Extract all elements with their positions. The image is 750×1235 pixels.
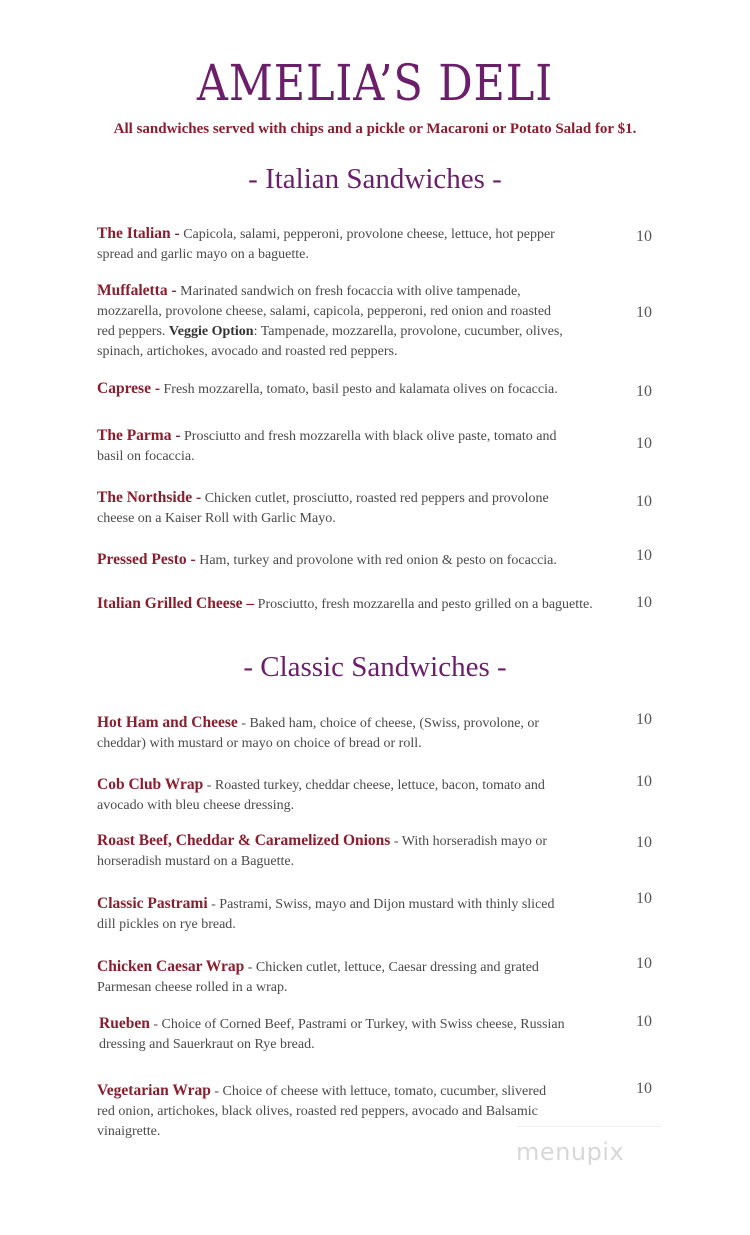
menu-item-pressed-pesto <box>97 550 567 571</box>
item-price: 10 <box>636 955 652 972</box>
item-description: Marinated sandwich on fresh focaccia with olive tampenade, mozzarella, provolone cheese, salami, capicola, pepperoni, red onion and roasted red peppers. <box>97 284 552 339</box>
menu-item-the-parma <box>97 426 567 467</box>
item-price: 10 <box>636 1080 652 1097</box>
menupix-watermark: menupix <box>516 1138 625 1166</box>
item-description: - With horseradish mayo or horseradish mustard on a Baguette. <box>97 834 547 869</box>
item-name: Chicken Caesar Wrap <box>97 958 245 975</box>
menu-item-rueben <box>99 1014 569 1055</box>
item-price: 10 <box>636 383 652 400</box>
menu-item-hot-ham-and-cheese <box>97 713 567 754</box>
menu-item-vegetarian-wrap <box>97 1081 567 1142</box>
item-name: Roast Beef, Cheddar & Caramelized Onions <box>97 832 391 849</box>
item-price: 10 <box>636 834 652 851</box>
veggie-option-description: : Tampenade, mozzarella, provolone, cucumber, olives, spinach, artichokes, avocado and roasted red peppers. <box>97 324 563 359</box>
item-name: Rueben <box>99 1015 150 1032</box>
item-description: - Choice of cheese with lettuce, tomato, cucumber, slivered red onion, artichokes, black olives, roasted red peppers, avocado and Balsamic vinaigrette. <box>97 1084 547 1139</box>
item-description: Capicola, salami, pepperoni, provolone cheese, lettuce, hot pepper spread and garlic mayo on a baguette. <box>97 227 555 262</box>
menu-item-chicken-caesar-wrap <box>97 957 567 998</box>
item-description: Chicken cutlet, prosciutto, roasted red peppers and provolone cheese on a Kaiser Roll with Garlic Mayo. <box>97 491 549 526</box>
menu-item-the-northside <box>97 488 567 529</box>
item-description: - Pastrami, Swiss, mayo and Dijon mustard with thinly sliced dill pickles on rye bread. <box>97 897 555 932</box>
item-name: The Northside - <box>97 489 202 506</box>
menu-item-classic-pastrami <box>97 894 567 935</box>
section-title-italian: - Italian Sandwiches - <box>248 163 502 195</box>
item-description: - Baked ham, choice of cheese, (Swiss, provolone, or cheddar) with mustard or mayo on choice of bread or roll. <box>97 716 540 751</box>
item-description: Prosciutto, fresh mozzarella and pesto grilled on a baguette. <box>254 597 593 612</box>
item-name: Caprese - <box>97 380 160 397</box>
item-name: Italian Grilled Cheese – <box>97 595 255 612</box>
item-description: Fresh mozzarella, tomato, basil pesto and kalamata olives on focaccia. <box>160 382 558 397</box>
watermark-divider <box>516 1126 661 1127</box>
menu-item-caprese <box>97 379 567 400</box>
item-name: The Parma - <box>97 427 181 444</box>
section-title-classic: - Classic Sandwiches - <box>243 651 507 683</box>
item-description: - Choice of Corned Beef, Pastrami or Turkey, with Swiss cheese, Russian dressing and Sauerkraut on Rye bread. <box>99 1017 565 1052</box>
item-price: 10 <box>636 228 652 245</box>
item-price: 10 <box>636 711 652 728</box>
menu-item-italian-grilled-cheese <box>97 594 617 615</box>
restaurant-title: AMELIA’S DELI <box>196 54 554 112</box>
item-name: Hot Ham and Cheese <box>97 714 238 731</box>
item-price: 10 <box>636 1013 652 1030</box>
item-price: 10 <box>636 435 652 452</box>
item-description: Prosciutto and fresh mozzarella with black olive paste, tomato and basil on focaccia. <box>97 429 557 464</box>
menu-item-cob-club-wrap <box>97 775 567 816</box>
item-price: 10 <box>636 304 652 321</box>
item-name: Cob Club Wrap <box>97 776 204 793</box>
item-price: 10 <box>636 594 652 611</box>
item-price: 10 <box>636 773 652 790</box>
menu-item-roast-beef <box>97 831 567 872</box>
item-name: Pressed Pesto - <box>97 551 196 568</box>
item-name: Muffaletta - <box>97 282 177 299</box>
item-description: - Chicken cutlet, lettuce, Caesar dressing and grated Parmesan cheese rolled in a wrap. <box>97 960 539 995</box>
item-name: Classic Pastrami <box>97 895 208 912</box>
veggie-option-label: Veggie Option <box>168 324 254 339</box>
item-name: Vegetarian Wrap <box>97 1082 211 1099</box>
item-name: The Italian - <box>97 225 180 242</box>
menu-item-muffaletta <box>97 281 567 362</box>
tagline: All sandwiches served with chips and a pickle or Macaroni or Potato Salad for $1. <box>113 121 637 137</box>
item-price: 10 <box>636 493 652 510</box>
menu-item-the-italian <box>97 224 567 265</box>
item-price: 10 <box>636 547 652 564</box>
item-description: Ham, turkey and provolone with red onion & pesto on focaccia. <box>195 553 557 568</box>
item-description: - Roasted turkey, cheddar cheese, lettuce, bacon, tomato and avocado with bleu cheese dressing. <box>97 778 545 813</box>
item-price: 10 <box>636 890 652 907</box>
